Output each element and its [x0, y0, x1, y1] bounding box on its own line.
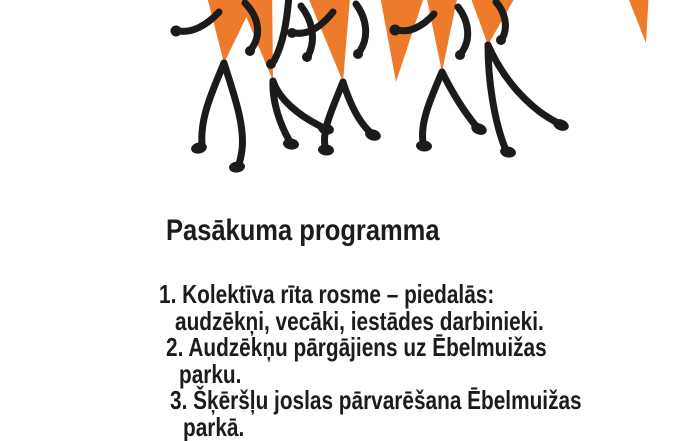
runner-arm [179, 12, 219, 31]
program-line-5: 3. Šķēršļu joslas pārvarēšana Ēbelmuižas [170, 385, 582, 415]
runner-arm [458, 7, 468, 52]
runner-leg [224, 63, 243, 164]
runner-hand [171, 26, 182, 37]
runner-body-triangle [378, 0, 428, 82]
runner-leg [422, 72, 442, 142]
program-line-4: parku. [179, 358, 242, 389]
program-line-1: 1. Kolektīva rīta rosme – piedalās: [159, 279, 495, 309]
runner-hand [302, 52, 312, 62]
runner-leg [442, 72, 476, 126]
runner-hand [245, 46, 255, 56]
runner-hand [496, 35, 506, 45]
runner-body-triangle [466, 0, 522, 45]
runner-leg [202, 63, 224, 144]
runner-body-triangle [424, 0, 460, 72]
program-line-6: parkā. [183, 411, 245, 441]
runner-hand [455, 50, 465, 60]
runner-arm [274, 0, 289, 61]
runner-leg [343, 82, 370, 132]
running-figures-illustration [0, 0, 700, 215]
program-line-3: 2. Audzēkņu pārgājiens uz Ēbelmuižas [166, 332, 547, 362]
triangle-bodies [204, 0, 649, 82]
page-title: Pasākuma programma [166, 214, 440, 247]
runner-hand [353, 49, 363, 59]
runner-leg [488, 45, 558, 123]
corner-triangle [625, 0, 649, 43]
runner-hand [390, 25, 401, 36]
runner-foot [318, 144, 335, 156]
program-line-2: audzēkņi, vecāki, iestādes darbinieki. [175, 305, 544, 336]
program-list [159, 281, 685, 440]
runner-foot [416, 140, 433, 152]
runner-hand [287, 28, 297, 38]
runner-hand [266, 59, 276, 69]
runner-arm [356, 4, 366, 51]
runner-leg [324, 82, 343, 146]
